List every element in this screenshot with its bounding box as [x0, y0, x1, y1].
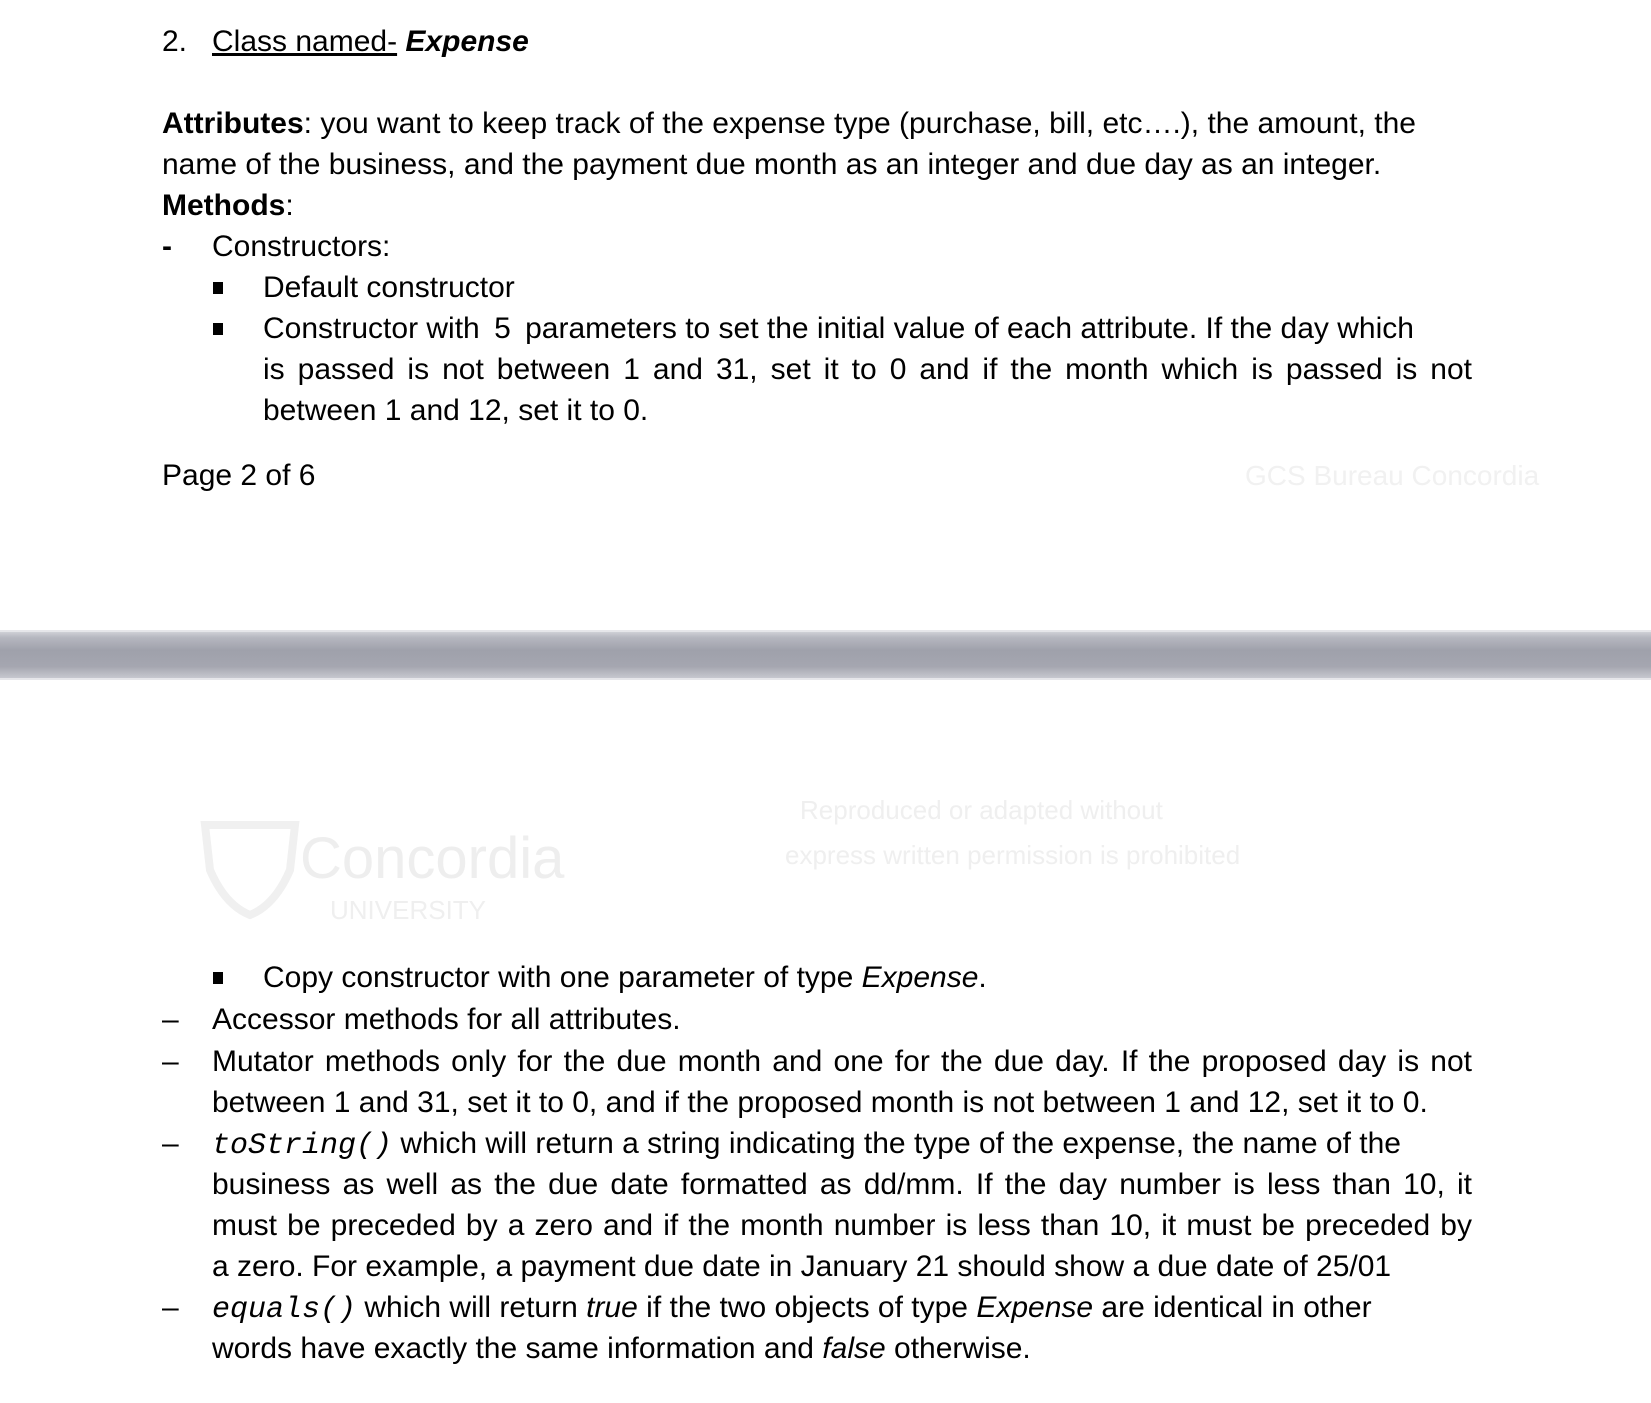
copy-constructor-text: Copy constructor with one parameter of type — [263, 961, 854, 994]
tostring-code: toString() — [212, 1129, 393, 1163]
tostring-dash: – — [162, 1127, 179, 1160]
equals-false: false — [822, 1332, 886, 1365]
section-number: 2. — [162, 25, 188, 58]
equals-line-2 — [212, 1329, 1031, 1369]
accessor-dash: – — [162, 1003, 179, 1036]
bullet-square-icon — [213, 323, 223, 335]
five-param-constructor-line-1 — [263, 309, 1472, 349]
equals-line2-text-a: words have exactly the same information and — [212, 1332, 823, 1365]
attributes-label: Attributes — [162, 107, 304, 140]
faint-footer-text: GCS Bureau Concordia — [1245, 460, 1540, 491]
page-number-label: Page 2 of 6 — [162, 459, 316, 492]
equals-text-a: which will return — [356, 1291, 587, 1324]
watermark-shield-icon — [195, 810, 305, 920]
accessor-item: Accessor methods for all attributes. — [212, 1003, 681, 1036]
five-param-text-a: Constructor with — [263, 312, 480, 345]
equals-true: true — [586, 1291, 638, 1324]
watermark-brand: Concordia — [300, 826, 565, 891]
five-param-constructor-line-3: between 1 and 12, set it to 0. — [263, 394, 649, 427]
mutator-line-1: Mutator methods only for the due month and one for the due day. If the proposed day is not — [212, 1045, 1472, 1078]
five-param-text-b: parameters to set the initial value of each attribute. If the day which — [525, 312, 1414, 345]
mutator-dash: – — [162, 1045, 179, 1078]
tostring-line-2: business as well as the due date formatted as dd/mm. If the day number is less than 10, it — [212, 1168, 1472, 1201]
methods-heading — [162, 186, 294, 226]
watermark-text-1: Reproduced or adapted without — [800, 795, 1163, 825]
copy-constructor-end: . — [978, 961, 987, 994]
document-page-top — [0, 0, 1651, 630]
watermark-text-2: express written permission is prohibited — [785, 840, 1241, 870]
attributes-text-1: : you want to keep track of the expense type (purchase, bill, etc….), the amount, the — [303, 107, 1416, 140]
tostring-line-3: must be preceded by a zero and if the month number is less than 10, it must be preceded by — [212, 1209, 1472, 1242]
equals-text-c: are identical in other — [1093, 1291, 1372, 1324]
bullet-square-icon — [213, 282, 223, 294]
tostring-line-4: a zero. For example, a payment due date in January 21 should show a due date of 25/01 — [212, 1250, 1392, 1283]
section-heading — [212, 22, 529, 62]
equals-line2-text-b: otherwise. — [885, 1332, 1031, 1365]
document-page-bottom — [0, 680, 1651, 1403]
constructors-label: Constructors: — [212, 230, 391, 263]
attributes-line-1 — [162, 104, 1416, 144]
bullet-square-icon — [213, 972, 223, 984]
copy-constructor-item — [263, 958, 987, 998]
equals-dash: – — [162, 1291, 179, 1324]
tostring-line-1 — [212, 1124, 1401, 1166]
mutator-line-2: between 1 and 31, set it to 0, and if the proposed month is not between 1 and 12, set it to 0. — [212, 1086, 1428, 1119]
five-param-count: 5 — [494, 312, 511, 345]
equals-type: Expense — [976, 1291, 1094, 1324]
methods-colon: : — [285, 189, 294, 222]
section-heading-class-name: Expense — [405, 25, 529, 58]
five-param-constructor-line-2: is passed is not between 1 and 31, set it to 0 and if the month which is passed is not — [263, 353, 1472, 386]
equals-line-1 — [212, 1288, 1372, 1330]
page-separator — [0, 630, 1651, 680]
copy-constructor-type: Expense — [861, 961, 979, 994]
equals-text-b: if the two objects of type — [637, 1291, 977, 1324]
attributes-line-2: name of the business, and the payment due month as an integer and due day as an integer. — [162, 148, 1382, 181]
constructors-dash: - — [162, 230, 172, 263]
methods-label: Methods — [162, 189, 286, 222]
tostring-text-1: which will return a string indicating the type of the expense, the name of the — [392, 1127, 1401, 1160]
default-constructor-item: Default constructor — [263, 271, 515, 304]
watermark-subtext: UNIVERSITY — [330, 895, 487, 925]
section-heading-label: Class named- — [212, 25, 398, 58]
equals-code: equals() — [212, 1293, 357, 1327]
